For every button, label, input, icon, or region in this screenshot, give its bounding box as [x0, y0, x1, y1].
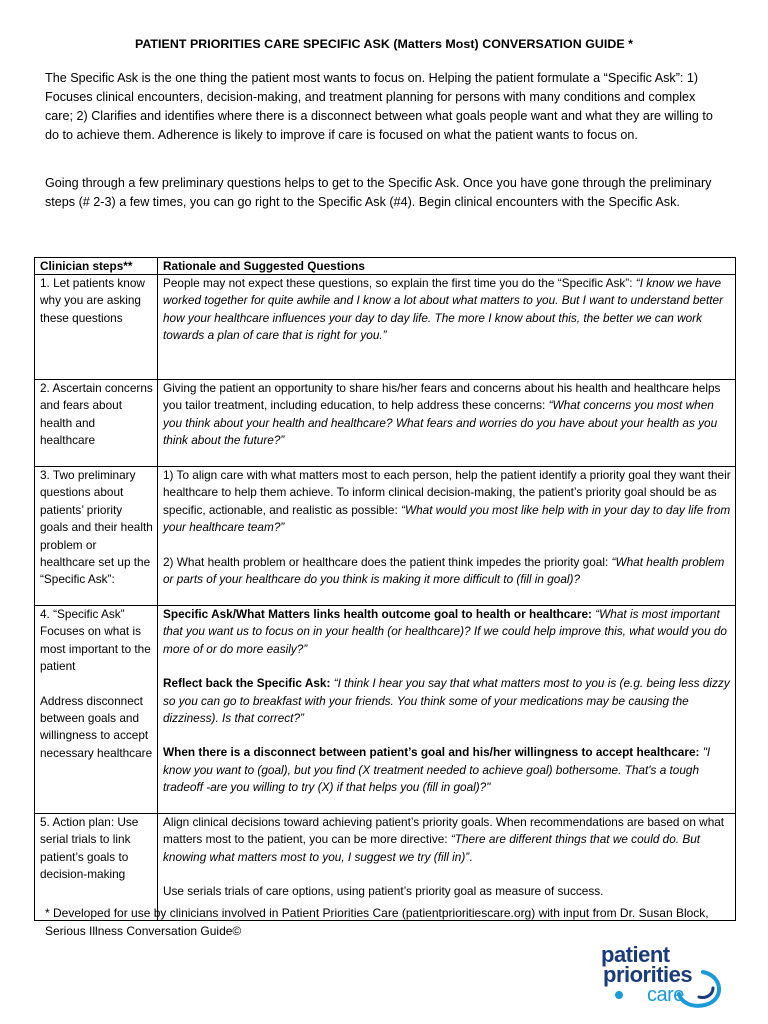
step-cell: 2. Ascertain concerns and fears about health and healthcare	[35, 380, 158, 467]
table-row	[35, 275, 736, 380]
rationale-block-1	[163, 814, 731, 866]
step-text: 4. “Specific Ask” Focuses on what is most important to the patient	[40, 607, 151, 674]
rationale-cell	[158, 380, 736, 467]
rationale-heading: Specific Ask/What Matters links health outcome goal to health or healthcare:	[163, 607, 596, 621]
suggested-question: “What would you most like help with in your day to day life from your healthcare team?”	[163, 502, 731, 535]
rationale-text: People may not expect these questions, so explain the first time you do the “Specific Ask”:	[163, 276, 636, 290]
header-clinician-steps: Clinician steps**	[35, 258, 158, 275]
rationale-text: Giving the patient an opportunity to share his/her fears and concerns about his health and healthcare helps you tailor treatment, including education, to help address these concerns:	[163, 381, 721, 413]
logo-text-priorities: priorities	[603, 962, 693, 987]
rationale-text: 2) What health problem or healthcare does the patient think impedes the priority goal:	[163, 554, 612, 569]
suggested-question: "I know you want to (goal), but you find (X treatment needed to achieve goal) bothersome. That's a tough tradeoff -are you willing to try (X) if that helps you (fill in goal)?"	[163, 745, 711, 795]
rationale-block-1	[163, 467, 731, 537]
rationale-heading: When there is a disconnect between patient’s goal and his/her willingness to accept healthcare:	[163, 745, 703, 760]
rationale-cell	[158, 275, 736, 380]
table-row	[35, 606, 736, 814]
rationale-block-3	[163, 744, 731, 796]
rationale-block-2	[163, 675, 731, 727]
suggested-question: “I think I hear you say that what matters most to you is (e.g. being less dizzy so you can go to breakfast with your friends. You think some of your medications may be causing the dizziness). Is that correct?”	[163, 676, 730, 726]
footnote: * Developed for use by clinicians involved in Patient Priorities Care (patientprioritiescare.org) with input from Dr. Susan Block, Serious Illness Conversation Guide©	[45, 906, 709, 938]
step-cell: 5. Action plan: Use serial trials to link patient’s goals to decision-making	[35, 814, 158, 921]
header-rationale: Rationale and Suggested Questions	[158, 258, 736, 275]
suggested-question: “What health problem or parts of your healthcare do you think is making it more difficult to (fill in goal)?	[163, 554, 725, 587]
rationale-block-2: Use serials trials of care options, using patient’s priority goal as measure of success.	[163, 884, 604, 899]
suggested-question: “What is most important that you want us to focus on in your health (or healthcare)? If we could help improve this, what would you do more of or do more easily?”	[163, 607, 727, 656]
suggested-question: “I know we have worked together for quite awhile and I know a lot about what matters to you. But I want to understand better how your healthcare influences your day to day life. The more I know about this, the better we can work towards a plan of care that is right for you.”	[163, 276, 724, 343]
table-row	[35, 467, 736, 606]
logo-text-patient: patient	[601, 942, 670, 967]
rationale-cell	[158, 606, 736, 814]
step-cell: 3. Two preliminary questions about patients’ priority goals and their health problem or healthcare set up the “Specific Ask”:	[35, 467, 158, 606]
table-header-row	[35, 258, 736, 275]
patient-priorities-care-logo	[595, 942, 730, 1012]
rationale-cell	[158, 467, 736, 606]
suggested-question: “What concerns you most when you think about your health and healthcare? What fears and worries do you have about your health as you think about the future?”	[163, 398, 718, 448]
intro-paragraph-2: Going through a few preliminary questions helps to get to the Specific Ask. Once you have gone through the preliminary steps (# 2-3) a few times, you can go right to the Specific Ask (#4). Begin clinical encounters with the Specific Ask.	[45, 176, 712, 209]
step-text: Address disconnect between goals and willingness to accept necessary healthcare	[40, 693, 153, 760]
table-row	[35, 380, 736, 467]
logo-text-care: care	[647, 984, 684, 1006]
suggested-question: “There are different things that we could do. But knowing what matters most to you, I suggest we try (fill in)”	[163, 832, 701, 864]
step-cell: 1. Let patients know why you are asking these questions	[35, 275, 158, 380]
rationale-text: 1) To align care with what matters most to each person, help the patient identify a priority goal they want their healthcare to help them achieve. To inform clinical decision-making, the patient’s priority goal should be as specific, actionable, and realistic as possible:	[163, 468, 731, 517]
intro-paragraph-1: The Specific Ask is the one thing the patient most wants to focus on. Helping the patient formulate a “Specific Ask”: 1) Focuses clinical encounters, decision-making, and treatment planning for persons with many conditions and complex care; 2) Clarifies and identifies where there is a disconnect between what goals people want and what they are willing to do to achieve them. Adherence is likely to improve if care is focused on what the patient wants to focus on.	[45, 71, 713, 142]
document-title: PATIENT PRIORITIES CARE SPECIFIC ASK (Matters Most) CONVERSATION GUIDE *	[134, 37, 634, 51]
conversation-guide-table	[34, 257, 736, 921]
rationale-punctuation: .	[469, 849, 473, 864]
rationale-heading: Reflect back the Specific Ask:	[163, 676, 334, 691]
step-cell	[35, 606, 158, 814]
rationale-text: Align clinical decisions toward achieving patient’s priority goals. When recommendations are based on what matters most to the patient, you can be more directive:	[163, 815, 725, 847]
rationale-block-1	[163, 606, 731, 658]
rationale-block-2	[163, 554, 731, 589]
